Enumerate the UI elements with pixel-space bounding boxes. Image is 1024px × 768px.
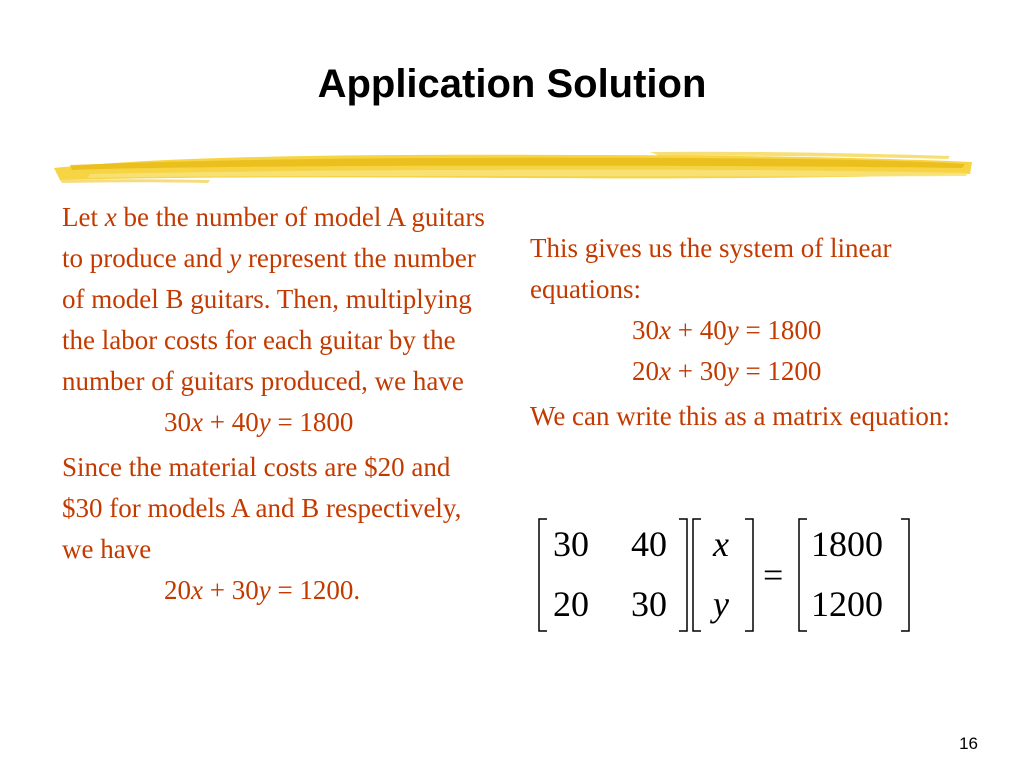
page-number: 16 bbox=[959, 734, 978, 753]
rhs: = 1800 bbox=[270, 407, 354, 437]
rhs: = 1200. bbox=[270, 575, 361, 605]
system-equation-2 bbox=[530, 351, 970, 392]
var-x: x bbox=[659, 315, 671, 345]
var-y: y bbox=[726, 356, 739, 386]
matrix-intro: We can write this as a matrix equation: bbox=[530, 401, 950, 431]
term: + 30 bbox=[670, 356, 727, 386]
variable-y: y bbox=[229, 243, 242, 273]
vector-y: y bbox=[713, 584, 729, 624]
intro-text-3: represent the number of model B guitars. Then, multiplying the labor costs for each guitar by the number of guitars produced, we have bbox=[62, 243, 476, 396]
var-x: x bbox=[191, 407, 203, 437]
bracket-left bbox=[799, 519, 807, 631]
vector-b-1: 1800 bbox=[811, 524, 883, 564]
matrix-a-21: 20 bbox=[553, 584, 589, 624]
bracket-right bbox=[679, 519, 687, 631]
left-column bbox=[62, 197, 492, 611]
variable-x: x bbox=[104, 202, 117, 232]
var-y: y bbox=[726, 315, 739, 345]
matrix-a-12: 40 bbox=[631, 524, 667, 564]
yellow-brush-underline bbox=[50, 146, 976, 186]
intro-paragraph bbox=[62, 197, 492, 402]
bracket-right bbox=[745, 519, 753, 631]
coef: 30 bbox=[632, 315, 659, 345]
var-y: y bbox=[258, 407, 271, 437]
slide-title: Application Solution bbox=[317, 62, 707, 106]
matrix-a-11: 30 bbox=[553, 524, 589, 564]
material-paragraph: Since the material costs are $20 and $30 for models A and B respectively, we have bbox=[62, 452, 462, 564]
term: + 40 bbox=[670, 315, 727, 345]
material-equation bbox=[62, 570, 492, 611]
matrix-equation-svg bbox=[535, 517, 915, 633]
vector-x: x bbox=[713, 524, 729, 564]
bracket-left bbox=[539, 519, 547, 631]
coef: 30 bbox=[164, 407, 191, 437]
labor-equation bbox=[62, 402, 492, 443]
right-column bbox=[530, 228, 970, 437]
equals-sign: = bbox=[763, 555, 784, 595]
intro-text-2: be the number of model A guitars to produce and bbox=[62, 202, 485, 273]
var-x: x bbox=[191, 575, 203, 605]
rhs: = 1800 bbox=[738, 315, 822, 345]
intro-text-1: Let bbox=[62, 202, 105, 232]
matrix-a-22: 30 bbox=[631, 584, 667, 624]
vector-b-2: 1200 bbox=[811, 584, 883, 624]
var-x: x bbox=[659, 356, 671, 386]
system-intro: This gives us the system of linear equations: bbox=[530, 233, 892, 304]
bracket-left bbox=[693, 519, 701, 631]
coef: 20 bbox=[632, 356, 659, 386]
term: + 40 bbox=[202, 407, 259, 437]
coef: 20 bbox=[164, 575, 191, 605]
rhs: = 1200 bbox=[738, 356, 822, 386]
matrix-equation bbox=[535, 517, 915, 633]
system-equation-1 bbox=[530, 310, 970, 351]
term: + 30 bbox=[202, 575, 259, 605]
bracket-right bbox=[901, 519, 909, 631]
var-y: y bbox=[258, 575, 271, 605]
